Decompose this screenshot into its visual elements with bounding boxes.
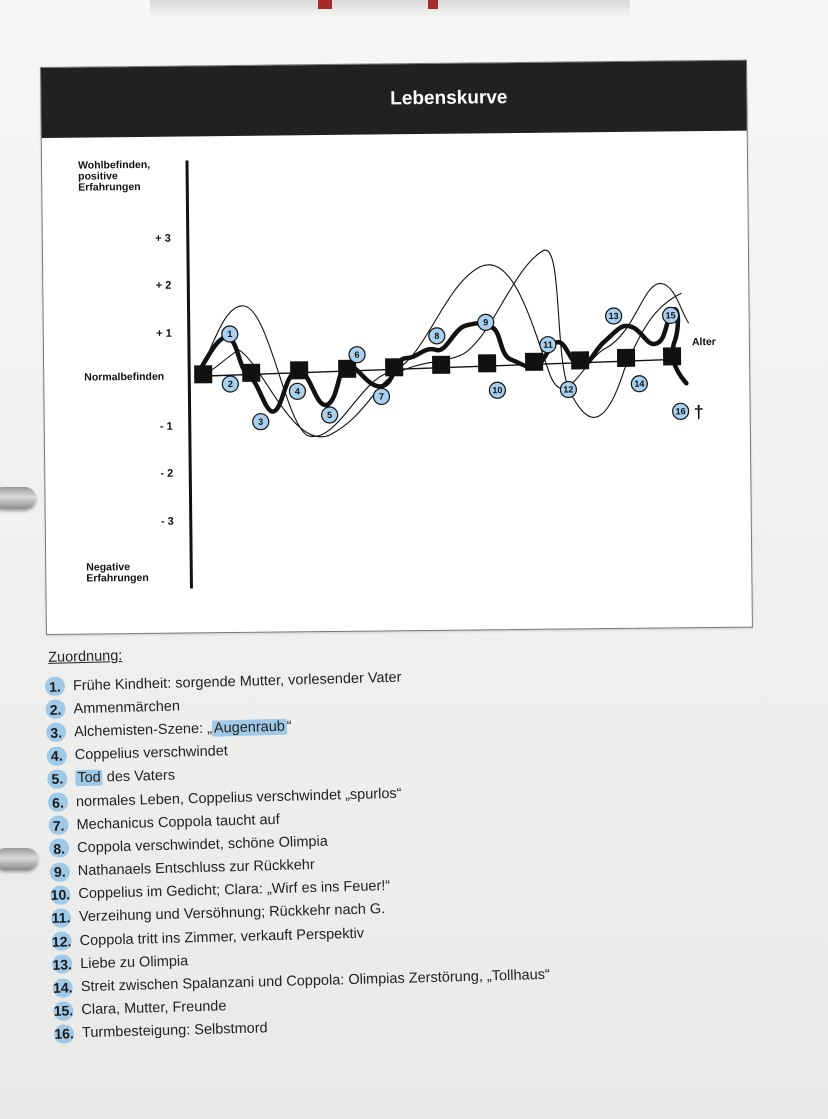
item-number-badge: 3.: [46, 723, 66, 743]
y-axis: [187, 160, 191, 588]
milestone-square: [194, 365, 212, 383]
y-tick-label: - 1: [159, 420, 173, 433]
highlighted-word: Tod: [77, 769, 101, 787]
x-axis-label: Alter: [691, 335, 716, 349]
milestone-markers: [194, 347, 681, 383]
assignment-legend: [44, 634, 654, 1046]
point-number: 16: [675, 406, 686, 417]
item-text: Nathanaels Entschluss zur Rückkehr: [77, 857, 315, 880]
item-number-badge: 2.: [45, 700, 65, 720]
item-text: Coppola verschwindet, schöne Olimpia: [76, 833, 328, 857]
milestone-square: [663, 347, 681, 365]
point-number: 1: [227, 329, 233, 340]
top-strip: [150, 0, 630, 16]
binder-tab: [428, 0, 438, 9]
y-tick-label: + 1: [156, 327, 172, 340]
point-number: 9: [483, 317, 489, 328]
item-number-badge: 12.: [51, 933, 72, 950]
item-text: Liebe zu Olimpia: [80, 953, 189, 973]
item-text: Coppelius im Gedicht; Clara: „Wirf es ins Feuer!“: [78, 878, 391, 903]
item-number-badge: 4.: [47, 746, 67, 766]
item-text: [75, 768, 175, 787]
point-number: 10: [492, 385, 503, 396]
death-cross-icon: †: [693, 402, 704, 423]
item-number-badge: 14.: [52, 979, 73, 996]
life-curve-card: [40, 60, 753, 635]
card-title: Lebenskurve: [390, 87, 508, 110]
item-text-part: “: [286, 718, 292, 735]
point-number: 7: [378, 391, 385, 402]
point-number: 6: [354, 349, 360, 360]
milestone-square: [525, 353, 543, 371]
milestone-square: [478, 354, 496, 372]
milestone-square: [385, 358, 403, 376]
item-number-badge: 1.: [45, 677, 65, 697]
legend-list: [45, 659, 655, 1046]
point-number: 11: [543, 339, 553, 350]
milestone-square: [290, 361, 308, 379]
point-number: 4: [294, 386, 300, 397]
milestone-square: [432, 356, 450, 374]
item-text: Turmbesteigung: Selbstmord: [81, 1020, 268, 1042]
item-number-badge: 7.: [48, 816, 68, 836]
point-number: 8: [434, 330, 440, 341]
y-bottom-label: Negative Erfahrungen: [86, 561, 149, 585]
item-number-badge: 11.: [51, 909, 71, 927]
item-number-badge: 10.: [50, 886, 71, 904]
item-text: Streit zwischen Spalanzani und Coppola: Olimpias Zerstörung, „Tollhaus“: [80, 966, 550, 996]
y-top-label: Wohlbefinden, positive Erfahrungen: [77, 158, 151, 194]
item-number-badge: 16.: [54, 1025, 74, 1043]
item-number-badge: 6.: [48, 792, 68, 812]
highlighted-word: Augenraub: [213, 718, 286, 737]
card-header: [41, 61, 747, 138]
item-number-badge: 9.: [50, 862, 70, 882]
legend-title: Zuordnung:: [47, 647, 123, 666]
item-number-badge: 8.: [49, 839, 69, 859]
y-tick-label: - 3: [160, 515, 174, 528]
item-text: Coppola tritt ins Zimmer, verkauft Perspektiv: [79, 925, 365, 949]
item-number-badge: 15.: [53, 1002, 74, 1020]
item-text: [74, 719, 292, 741]
point-number: 12: [563, 384, 574, 395]
binder-ring: [0, 487, 36, 509]
milestone-square: [571, 351, 589, 369]
point-number: 5: [327, 409, 333, 421]
binder-tab: [318, 0, 332, 9]
point-number: 15: [665, 310, 676, 321]
item-number-badge: 13.: [52, 956, 73, 973]
item-text: Verzeihung und Versöhnung; Rückkehr nach G.: [78, 901, 386, 926]
item-text: Ammenmärchen: [73, 698, 181, 718]
y-tick-label: + 3: [155, 232, 171, 245]
point-number: 2: [227, 378, 233, 390]
life-curve-diagram: [42, 131, 752, 628]
item-number-badge: 5.: [47, 769, 67, 789]
y-tick-label: + 2: [155, 279, 172, 292]
item-text: Frühe Kindheit: sorgende Mutter, vorlesender Vater: [72, 669, 402, 694]
milestone-square: [242, 364, 260, 382]
point-number: 13: [608, 310, 619, 322]
item-text: Mechanicus Coppola taucht auf: [76, 811, 280, 833]
binder-ring: [0, 848, 38, 870]
point-number: 14: [634, 378, 645, 389]
item-text: normales Leben, Coppelius verschwindet „spurlos“: [75, 785, 402, 810]
point-number: 3: [258, 416, 264, 427]
item-text: Coppelius verschwindet: [74, 743, 229, 764]
item-text-part: des Vaters: [102, 767, 176, 786]
baseline-label: Normalbefinden: [84, 370, 165, 384]
item-text: Clara, Mutter, Freunde: [81, 998, 227, 1019]
y-tick-label: - 2: [160, 467, 174, 480]
milestone-square: [617, 349, 635, 367]
item-text-part: Alchemisten-Szene: „: [73, 720, 213, 741]
